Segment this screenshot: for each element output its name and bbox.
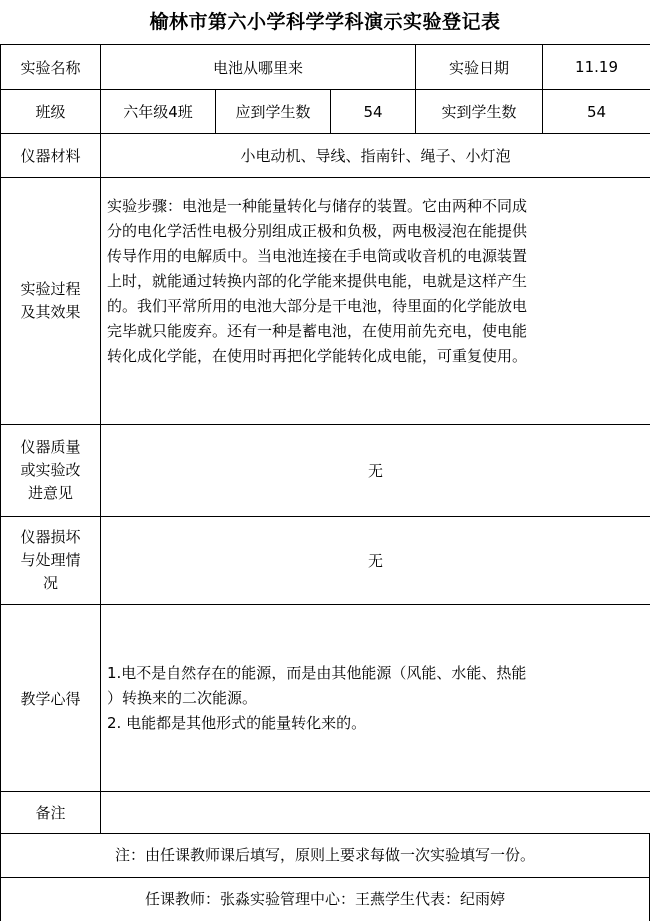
process-line: 转化成化学能，在使用时再把化学能转化成电能，可重复使用。 bbox=[107, 347, 528, 365]
process-line: 上时，就能通过转换内部的化学能来提供电能，电就是这样产生 bbox=[107, 272, 528, 290]
damage-label-line: 与处理情 bbox=[20, 551, 81, 569]
experiment-date-value: 11.19 bbox=[543, 45, 650, 90]
expected-students-value: 54 bbox=[331, 90, 416, 134]
damage-label-line: 况 bbox=[42, 574, 58, 592]
quality-label-line: 进意见 bbox=[27, 484, 73, 502]
footer-signatures: 任课教师：张淼实验管理中心：王燕学生代表：纪雨婷 bbox=[144, 890, 505, 908]
reflection-text bbox=[101, 605, 650, 792]
process-label-line: 实验过程 bbox=[20, 280, 81, 298]
row-remark bbox=[1, 792, 650, 834]
quality-value: 无 bbox=[101, 425, 650, 517]
row-class bbox=[1, 90, 650, 134]
remark-label: 备注 bbox=[1, 792, 101, 834]
experiment-name-value: 电池从哪里来 bbox=[101, 45, 416, 90]
row-damage bbox=[1, 517, 650, 605]
reflection-label: 教学心得 bbox=[1, 605, 101, 792]
reflection-line: 1.电不是自然存在的能源，而是由其他能源（风能、水能、热能 bbox=[107, 663, 527, 682]
reflection-line: ）转换来的二次能源。 bbox=[107, 688, 258, 707]
class-label: 班级 bbox=[1, 90, 101, 134]
row-materials bbox=[1, 134, 650, 178]
process-line: 分的电化学活性电极分别组成正极和负极，两电极浸泡在能提供 bbox=[107, 222, 528, 240]
process-label bbox=[1, 178, 101, 425]
damage-value: 无 bbox=[101, 517, 650, 605]
footer-left-border bbox=[0, 833, 1, 921]
process-line: 的。我们平常所用的电池大部分是干电池，待里面的化学能放电 bbox=[107, 297, 528, 315]
row-quality bbox=[1, 425, 650, 517]
process-label-line: 及其效果 bbox=[20, 303, 81, 321]
materials-value: 小电动机、导线、指南针、绳子、小灯泡 bbox=[101, 134, 650, 178]
materials-label: 仪器材料 bbox=[1, 134, 101, 178]
experiment-name-label: 实验名称 bbox=[1, 45, 101, 90]
process-description bbox=[101, 178, 650, 425]
damage-label bbox=[1, 517, 101, 605]
process-line: 传导作用的电解质中。当电池连接在手电筒或收音机的电源装置 bbox=[107, 247, 528, 265]
damage-label-line: 仪器损坏 bbox=[20, 528, 81, 546]
remark-value bbox=[101, 792, 650, 834]
registration-table bbox=[0, 44, 650, 834]
row-process bbox=[1, 178, 650, 425]
process-line: 实验步骤：电池是一种能量转化与储存的装置。它由两种不同成 bbox=[107, 197, 528, 215]
reflection-line: 2. 电能都是其他形式的能量转化来的。 bbox=[107, 713, 367, 732]
row-experiment-name bbox=[1, 45, 650, 90]
quality-label-line: 或实验改 bbox=[20, 461, 81, 479]
actual-students-label: 实到学生数 bbox=[416, 90, 543, 134]
quality-label bbox=[1, 425, 101, 517]
process-line: 完毕就只能废弃。还有一种是蓄电池，在使用前先充电，使电能 bbox=[107, 322, 528, 340]
form-title: 榆林市第六小学科学学科演示实验登记表 bbox=[149, 11, 501, 33]
quality-label-line: 仪器质量 bbox=[20, 438, 81, 456]
row-reflection bbox=[1, 605, 650, 792]
expected-students-label: 应到学生数 bbox=[216, 90, 331, 134]
experiment-date-label: 实验日期 bbox=[416, 45, 543, 90]
class-value: 六年级4班 bbox=[101, 90, 216, 134]
footer-note: 注：由任课教师课后填写，原则上要求每做一次实验填写一份。 bbox=[114, 846, 535, 864]
actual-students-value: 54 bbox=[543, 90, 650, 134]
